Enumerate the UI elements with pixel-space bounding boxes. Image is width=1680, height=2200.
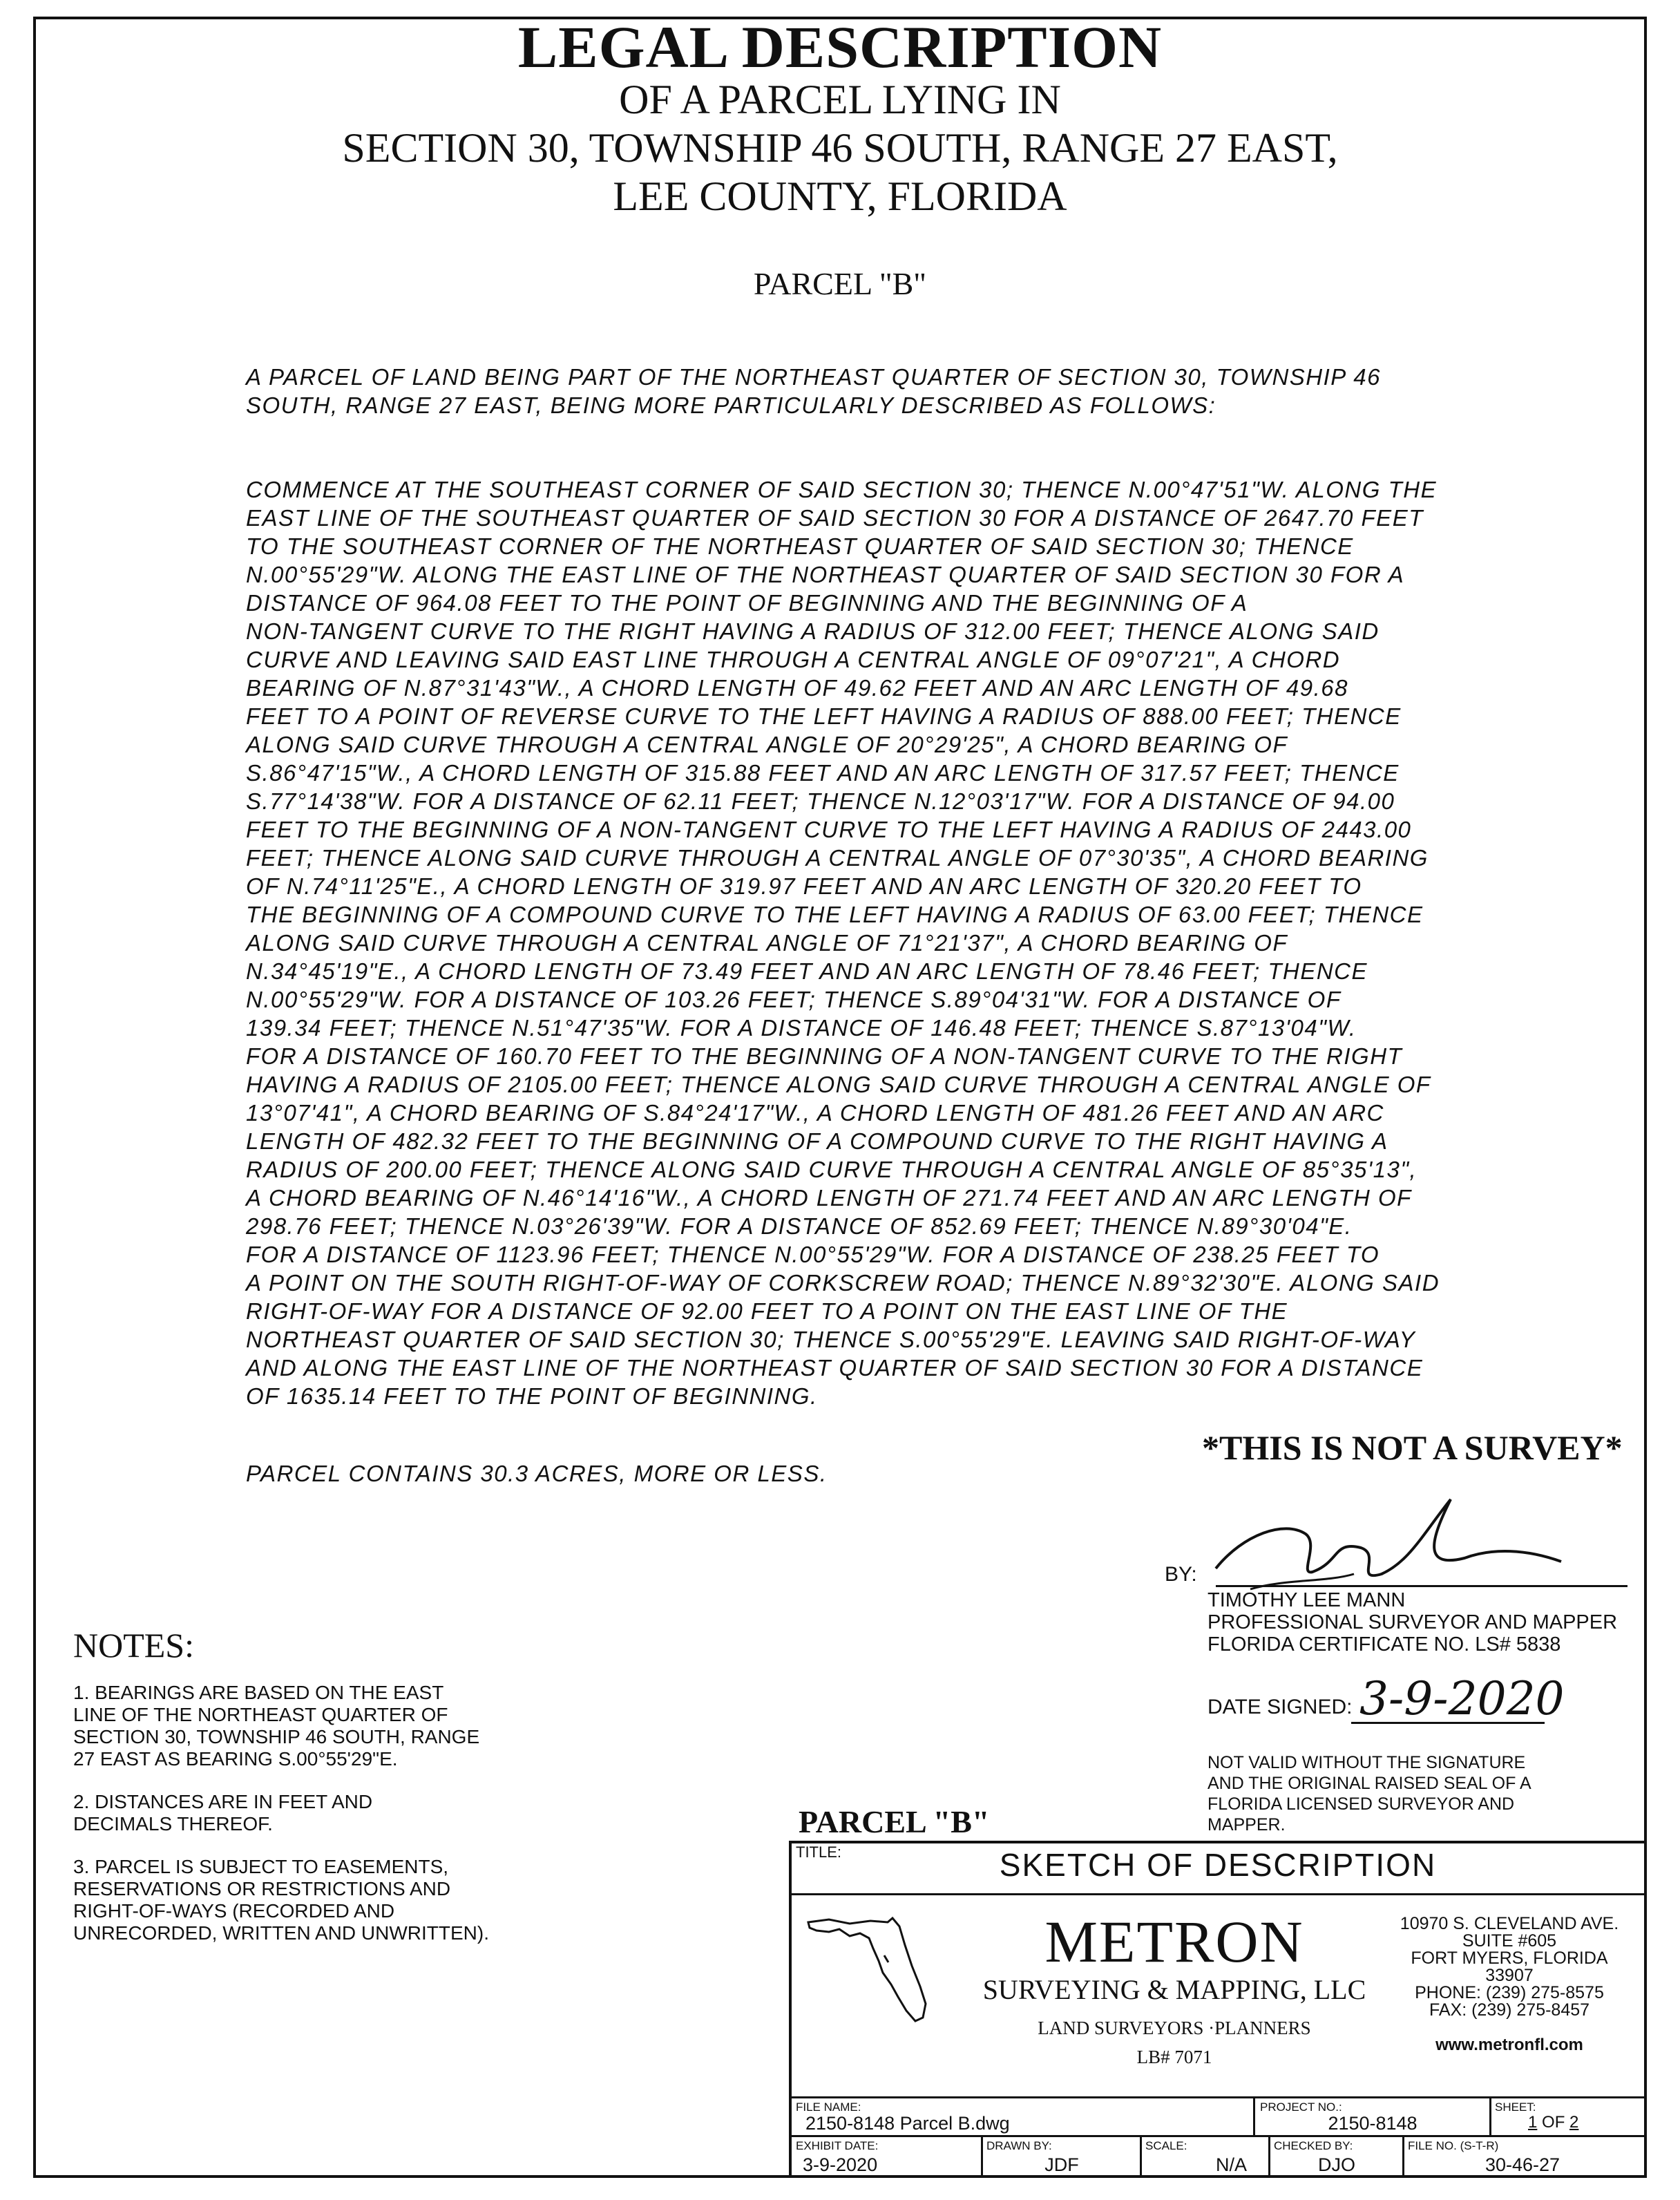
description-body: COMMENCE AT THE SOUTHEAST CORNER OF SAID SECTION 30; THENCE N.00°47'51"W. ALONG THE EAST LINE OF THE SOUTHEAST QUARTER OF SAID SECTION 30 FOR A DISTANCE OF 2647.70 FEET TO THE SOUTHEAST CORNER OF THE NORTHEAST QUARTER OF SAID SECTION 30; THENCE N.00°55'29"W. ALONG THE EAST LINE OF THE NORTHEAST QUARTER OF SAID SECTION 30 FOR A DISTANCE OF 964.08 FEET TO THE POINT OF BEGINNING AND THE BEGINNING OF A NON-TANGENT CURVE TO THE RIGHT HAVING A RADIUS OF 312.00 FEET; THENCE ALONG SAID CURVE AND LEAVING SAID EAST LINE THROUGH A CENTRAL ANGLE OF 09°07'21", A CHORD BEARING OF N.87°31'43"W., A CHORD LENGTH OF 49.62 FEET AND AN ARC LENGTH OF 49.68 FEET TO A POINT OF REVERSE CURVE TO THE LEFT HAVING A RADIUS OF 888.00 FEET; THENCE ALONG SAID CURVE THROUGH A CENTRAL ANGLE OF 20°29'25", A CHORD BEARING OF S.86°47'15"W., A CHORD LENGTH OF 315.88 FEET AND AN ARC LENGTH OF 317.57 FEET; THENCE S.77°14'38"W. FOR A DISTANCE OF 62.11 FEET; THENCE N.12°03'17"W. FOR A DISTANCE OF 94.00 FEET TO THE BEGINNING OF A NON-TANGENT CURVE TO THE LEFT HAVING A RADIUS OF 2443.00 FEET; THENCE ALONG SAID CURVE THROUGH A CENTRAL ANGLE OF 07°30'35", A CHORD BEARING OF N.74°11'25"E., A CHORD LENGTH OF 319.97 FEET AND AN ARC LENGTH OF 320.20 FEET TO THE BEGINNING OF A COMPOUND CURVE TO THE LEFT HAVING A RADIUS OF 63.00 FEET; THENCE ALONG SAID CURVE THROUGH A CENTRAL ANGLE OF 71°21'37", A CHORD BEARING OF N.34°45'19"E., A CHORD LENGTH OF 73.49 FEET AND AN ARC LENGTH OF 78.46 FEET; THENCE N.00°55'29"W. FOR A DISTANCE OF 103.26 FEET; THENCE S.89°04'31"W. FOR A DISTANCE OF 139.34 FEET; THENCE N.51°47'35"W. FOR A DISTANCE OF 146.48 FEET; THENCE S.87°13'04"W. FOR A DISTANCE OF 160.70 FEET TO THE BEGINNING OF A NON-TANGENT CURVE TO THE RIGHT HAVING A RADIUS OF 2105.00 FEET; THENCE ALONG SAID CURVE THROUGH A CENTRAL ANGLE OF 13°07'41", A CHORD BEARING OF S.84°24'17"W., A CHORD LENGTH OF 481.26 FEET AND AN ARC LENGTH OF 482.32 FEET TO THE BEGINNING OF A COMPOUND CURVE TO THE RIGHT HAVING A RADIUS OF 200.00 FEET; THENCE ALONG SAID CURVE THROUGH A CENTRAL ANGLE OF 85°35'13", A CHORD BEARING OF N.46°14'16"W., A CHORD LENGTH OF 271.74 FEET AND AN ARC LENGTH OF 298.76 FEET; THENCE N.03°26'39"W. FOR A DISTANCE OF 852.69 FEET; THENCE N.89°30'04"E. FOR A DISTANCE OF 1123.96 FEET; THENCE N.00°55'29"W. FOR A DISTANCE OF 238.25 FEET TO A POINT ON THE SOUTH RIGHT-OF-WAY OF CORKSCREW ROAD; THENCE N.89°32'30"E. ALONG SAID RIGHT-OF-WAY FOR A DISTANCE OF 92.00 FEET TO A POINT ON THE EAST LINE OF THE NORTHEAST QUARTER OF SAID SECTION 30; THENCE S.00°55'29"E. LEAVING SAID RIGHT-OF-WAY AND ALONG THE EAST LINE OF THE NORTHEAST QUARTER OF SAID SECTION 30 FOR A DISTANCE OF 1635.14 FEET TO THE POINT OF BEGINNING. bbox=[246, 477, 1440, 1409]
sheet-label: SHEET: bbox=[1495, 2101, 1536, 2114]
scale-label: SCALE: bbox=[1145, 2139, 1187, 2152]
exhibit-date-label: EXHIBIT DATE: bbox=[796, 2139, 879, 2152]
title-block-parcel: PARCEL "B" bbox=[799, 1804, 990, 1839]
info-col-6 bbox=[1402, 2135, 1404, 2178]
info-col-4 bbox=[1140, 2135, 1142, 2178]
subtitle-line-3: LEE COUNTY, FLORIDA bbox=[613, 173, 1067, 219]
surveyor-name: TIMOTHY LEE MANN bbox=[1208, 1589, 1406, 1611]
drawn-by-label: DRAWN BY: bbox=[986, 2139, 1052, 2152]
parcel-heading: PARCEL "B" bbox=[753, 266, 927, 301]
by-label: BY: bbox=[1165, 1563, 1197, 1586]
sheet-value bbox=[1528, 2113, 1578, 2132]
not-valid-notice: NOT VALID WITHOUT THE SIGNATURE AND THE ORIGINAL RAISED SEAL OF A FLORIDA LICENSED SURVEYOR AND MAPPER. bbox=[1208, 1753, 1531, 1834]
note-1: 1. BEARINGS ARE BASED ON THE EAST LINE OF THE NORTHEAST QUARTER OF SECTION 30, TOWNSHIP 46 SOUTH, RANGE 27 EAST AS BEARING S.00°55'29"E. bbox=[73, 1682, 480, 1770]
notes-list bbox=[73, 1682, 557, 1965]
date-signed-label: DATE SIGNED: bbox=[1208, 1696, 1353, 1718]
note-3: 3. PARCEL IS SUBJECT TO EASEMENTS, RESERVATIONS OR RESTRICTIONS AND RIGHT-OF-WAYS (RECORDED AND UNRECORDED, WRITTEN AND UNWRITTEN). bbox=[73, 1856, 489, 1944]
florida-map-icon bbox=[801, 1907, 939, 2024]
sheet-total: 2 bbox=[1569, 2113, 1579, 2132]
checked-by-value: DJO bbox=[1318, 2154, 1355, 2175]
scale-value: N/A bbox=[1216, 2154, 1248, 2175]
exhibit-date-value: 3-9-2020 bbox=[803, 2154, 878, 2175]
sheet-title: SKETCH OF DESCRIPTION bbox=[999, 1847, 1437, 1883]
note-2: 2. DISTANCES ARE IN FEET AND DECIMALS THEREOF. bbox=[73, 1791, 373, 1834]
acreage: PARCEL CONTAINS 30.3 ACRES, MORE OR LESS. bbox=[246, 1461, 828, 1486]
surveyor-title: PROFESSIONAL SURVEYOR AND MAPPER bbox=[1208, 1611, 1618, 1633]
info-col-3 bbox=[981, 2135, 983, 2178]
file-name-label: FILE NAME: bbox=[796, 2101, 861, 2114]
file-no-value: 30-46-27 bbox=[1485, 2154, 1560, 2175]
company-name: METRON bbox=[1044, 1908, 1304, 1975]
title-divider bbox=[789, 1893, 1647, 1895]
sheet-number: 1 bbox=[1528, 2113, 1538, 2132]
company-website[interactable]: www.metronfl.com bbox=[1435, 2036, 1583, 2054]
project-no-value: 2150-8148 bbox=[1328, 2113, 1418, 2134]
license-number: LB# 7071 bbox=[1136, 2047, 1212, 2067]
date-signed-value: 3-9-2020 bbox=[1359, 1672, 1565, 1725]
file-name-value: 2150-8148 Parcel B.dwg bbox=[805, 2113, 1010, 2134]
notes-heading: NOTES: bbox=[73, 1626, 194, 1665]
info-divider-2 bbox=[789, 2135, 1647, 2137]
company-subtitle: SURVEYING & MAPPING, LLC bbox=[982, 1974, 1366, 2005]
legal-description bbox=[246, 334, 1462, 1516]
description-intro: A PARCEL OF LAND BEING PART OF THE NORTHEAST QUARTER OF SECTION 30, TOWNSHIP 46 SOUTH, RANGE 27 EAST, BEING MORE PARTICULARLY DESCRIBED AS FOLLOWS: bbox=[246, 364, 1381, 418]
surveyor-certificate: FLORIDA CERTIFICATE NO. LS# 5838 bbox=[1208, 1633, 1561, 1656]
sheet-of: OF bbox=[1542, 2113, 1565, 2132]
file-no-label: FILE NO. (S-T-R) bbox=[1408, 2139, 1499, 2152]
project-no-label: PROJECT NO.: bbox=[1260, 2101, 1342, 2114]
drawn-by-value: JDF bbox=[1044, 2154, 1079, 2175]
surveyor-signature bbox=[1202, 1492, 1575, 1596]
title-label: TITLE: bbox=[796, 1843, 842, 1861]
document-title: LEGAL DESCRIPTION bbox=[517, 14, 1163, 80]
signature-line bbox=[1216, 1585, 1628, 1587]
company-address: 10970 S. CLEVELAND AVE. SUITE #605 FORT MYERS, FLORIDA 33907 PHONE: (239) 275-8575 FAX: (239) 275-8457 bbox=[1400, 1914, 1619, 2020]
info-divider-1 bbox=[789, 2096, 1647, 2098]
info-col-5 bbox=[1268, 2135, 1270, 2178]
info-col-1 bbox=[1253, 2096, 1255, 2135]
subtitle-line-2: SECTION 30, TOWNSHIP 46 SOUTH, RANGE 27 EAST, bbox=[342, 125, 1338, 171]
info-col-2 bbox=[1489, 2096, 1491, 2135]
company-services: LAND SURVEYORS ·PLANNERS bbox=[1038, 2018, 1311, 2038]
subtitle-line-1: OF A PARCEL LYING IN bbox=[619, 77, 1061, 122]
checked-by-label: CHECKED BY: bbox=[1274, 2139, 1353, 2152]
not-survey-notice: *THIS IS NOT A SURVEY* bbox=[1202, 1428, 1623, 1467]
surveyor-info bbox=[1208, 1589, 1617, 1656]
date-line bbox=[1351, 1722, 1545, 1724]
